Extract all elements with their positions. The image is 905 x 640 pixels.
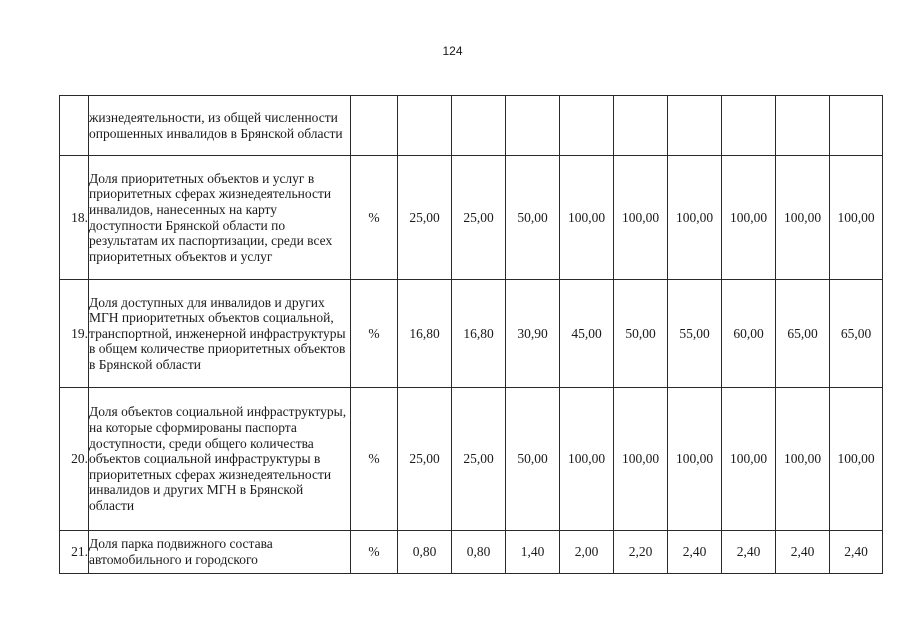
row-value (614, 96, 668, 156)
row-value: 100,00 (830, 388, 883, 531)
table-row (60, 388, 883, 531)
row-number (60, 96, 89, 156)
row-unit: % (351, 531, 398, 574)
row-value: 2,00 (560, 531, 614, 574)
row-value (398, 96, 452, 156)
row-value: 1,40 (506, 531, 560, 574)
row-description: Доля приоритетных объектов и услуг в приоритетных сферах жизнедеятельности инвалидов, нанесенных на карту доступности Брянской области по результатам их паспортизации, среди всех приоритетных объектов и услуг (89, 156, 351, 280)
row-value: 16,80 (398, 280, 452, 388)
row-value: 30,90 (506, 280, 560, 388)
row-number: 18. (60, 156, 89, 280)
row-value: 0,80 (398, 531, 452, 574)
row-value: 2,40 (668, 531, 722, 574)
row-unit (351, 96, 398, 156)
row-value: 55,00 (668, 280, 722, 388)
row-number: 19. (60, 280, 89, 388)
row-value: 50,00 (506, 156, 560, 280)
row-description: Доля парка подвижного состава автомобильного и городского (89, 531, 351, 574)
row-value: 100,00 (776, 388, 830, 531)
row-unit: % (351, 280, 398, 388)
row-value (560, 96, 614, 156)
row-value: 65,00 (776, 280, 830, 388)
row-value: 2,40 (722, 531, 776, 574)
row-value: 50,00 (506, 388, 560, 531)
row-unit: % (351, 156, 398, 280)
row-value: 2,40 (830, 531, 883, 574)
table-row (60, 280, 883, 388)
row-value: 0,80 (452, 531, 506, 574)
table-row (60, 96, 883, 156)
row-value (668, 96, 722, 156)
row-value: 25,00 (452, 156, 506, 280)
table-row (60, 156, 883, 280)
indicators-table (59, 95, 883, 574)
row-unit: % (351, 388, 398, 531)
row-value: 100,00 (722, 156, 776, 280)
row-value: 16,80 (452, 280, 506, 388)
row-value: 100,00 (830, 156, 883, 280)
row-value (452, 96, 506, 156)
row-value: 100,00 (614, 388, 668, 531)
row-value (776, 96, 830, 156)
row-description: Доля доступных для инвалидов и других МГН приоритетных объектов социальной, транспортной, инженерной инфраструктуры в общем количестве приоритетных объектов в Брянской области (89, 280, 351, 388)
row-value: 100,00 (668, 388, 722, 531)
row-value: 100,00 (776, 156, 830, 280)
row-value: 50,00 (614, 280, 668, 388)
row-value: 2,40 (776, 531, 830, 574)
row-value (722, 96, 776, 156)
row-value: 25,00 (452, 388, 506, 531)
row-value: 60,00 (722, 280, 776, 388)
row-number: 20. (60, 388, 89, 531)
row-value: 100,00 (722, 388, 776, 531)
row-value: 2,20 (614, 531, 668, 574)
row-value: 45,00 (560, 280, 614, 388)
row-value: 100,00 (560, 388, 614, 531)
row-number: 21. (60, 531, 89, 574)
row-description: жизнедеятельности, из общей численности опрошенных инвалидов в Брянской области (89, 96, 351, 156)
row-value: 100,00 (668, 156, 722, 280)
row-value: 100,00 (614, 156, 668, 280)
table-row (60, 531, 883, 574)
row-value: 25,00 (398, 388, 452, 531)
row-description: Доля объектов социальной инфраструктуры, на которые сформированы паспорта доступности, среди общего количества объектов социальной инфраструктуры в приоритетных сферах жизнедеятельности инвалидов и других МГН в Брянской области (89, 388, 351, 531)
row-value: 100,00 (560, 156, 614, 280)
row-value: 25,00 (398, 156, 452, 280)
row-value: 65,00 (830, 280, 883, 388)
row-value (830, 96, 883, 156)
page-number: 124 (442, 44, 463, 58)
row-value (506, 96, 560, 156)
